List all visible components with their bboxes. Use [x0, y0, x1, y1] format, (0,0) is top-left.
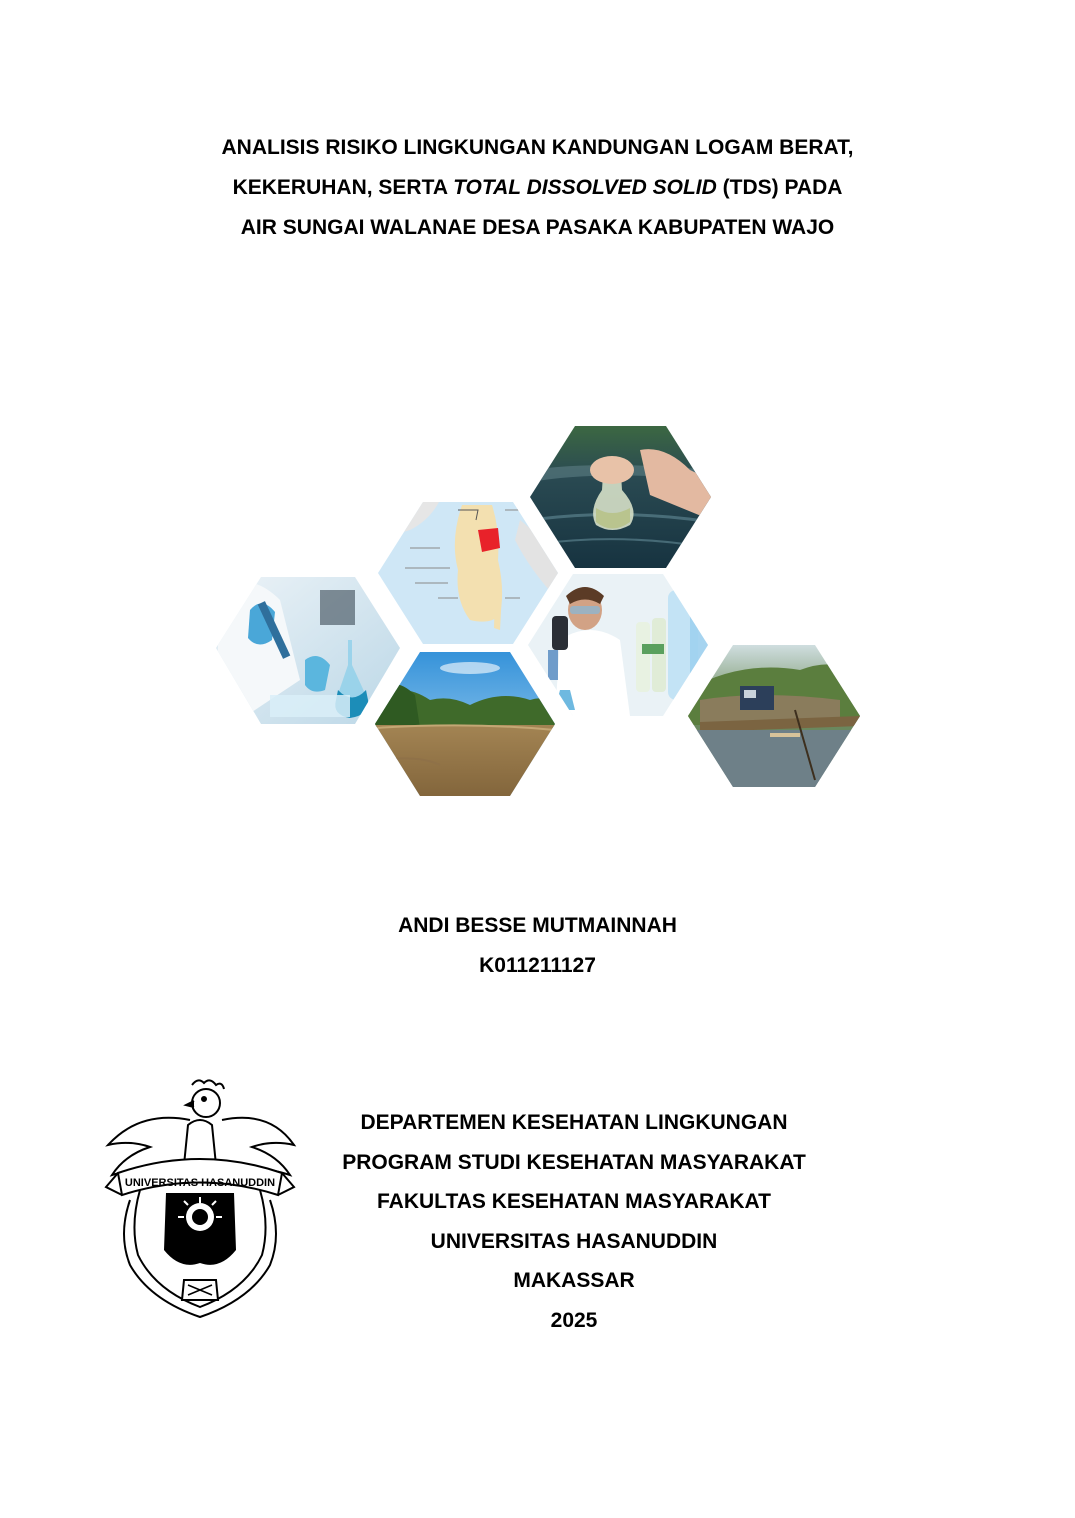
logo-banner-text: UNIVERSITAS HASANUDDIN [124, 1177, 276, 1189]
university-name: UNIVERSITAS HASANUDDIN [430, 1229, 718, 1253]
city-name: MAKASSAR [513, 1269, 635, 1293]
scientist-water-bottles-photo [520, 568, 720, 728]
student-id: K011211127 [479, 954, 596, 977]
lab-pipette-photo [210, 570, 410, 730]
department-name: DEPARTEMEN KESEHATAN LINGKUNGAN [360, 1111, 788, 1134]
faculty-name: FAKULTAS KESEHATAN MASYARAKAT [377, 1190, 771, 1214]
program-name: PROGRAM STUDI KESEHATAN MASYARAKAT [342, 1150, 806, 1174]
institution-block [300, 1103, 848, 1341]
title-line-1: ANALISIS RISIKO LINGKUNGAN KANDUNGAN LOGAM BERAT, [221, 136, 854, 159]
walanae-river-photo [370, 645, 570, 805]
universitas-hasanuddin-logo [100, 1075, 300, 1325]
title-line-2-end: (TDS) PADA [716, 176, 843, 199]
author-name: ANDI BESSE MUTMAINNAH [398, 914, 677, 937]
riverbank-sand-mining-photo [680, 640, 870, 800]
publication-year: 2025 [550, 1308, 598, 1332]
title-line-2-start: KEKERUHAN, SERTA [232, 176, 454, 199]
author-block [0, 906, 1075, 986]
title-line-3: AIR SUNGAI WALANAE DESA PASAKA KABUPATEN WAJO [240, 216, 835, 239]
title-line-2-italic: TOTAL DISSOLVED SOLID [453, 176, 717, 199]
water-sample-flask-photo [520, 420, 720, 580]
